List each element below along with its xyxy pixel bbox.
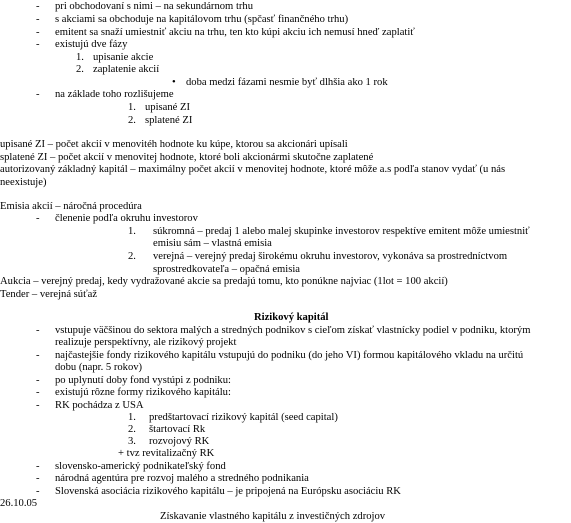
text-line: - bbox=[36, 213, 40, 224]
text-line: splatené ZI – počet akcií v menovitej hodnote, ktoré boli akcionármi skutočne zaplatené bbox=[0, 152, 374, 163]
text-line: verejná – verejný predaj širokému okruhu investorov, vykonáva sa prostredníctvom bbox=[153, 251, 508, 262]
text-line: realizuje perspektívny, ale rizikový projekt bbox=[55, 337, 237, 348]
text-line: 26.10.05 bbox=[0, 498, 38, 509]
text-line: 2. bbox=[76, 64, 84, 75]
text-line: rozvojový RK bbox=[149, 436, 210, 447]
text-line: Získavanie vlastného kapitálu z investičných zdrojov bbox=[160, 511, 386, 522]
text-line: 1. bbox=[128, 412, 136, 423]
text-line: pri obchodovaní s nimi – na sekundárnom trhu bbox=[55, 1, 254, 12]
text-line: upisané ZI bbox=[145, 102, 191, 113]
text-line: 2. bbox=[128, 424, 136, 435]
text-line: na základe toho rozlišujeme bbox=[55, 89, 174, 100]
text-line: - bbox=[36, 400, 40, 411]
text-line: - bbox=[36, 14, 40, 25]
text-line: - bbox=[36, 325, 40, 336]
text-line: členenie podľa okruhu investorov bbox=[55, 213, 198, 224]
text-line: 2. bbox=[128, 251, 136, 262]
text-line: 1. bbox=[128, 226, 136, 237]
text-line: slovensko-americký podnikateľský fond bbox=[55, 461, 226, 472]
text-line: - bbox=[36, 387, 40, 398]
text-line: zaplatenie akcií bbox=[93, 64, 160, 75]
text-line: - bbox=[36, 486, 40, 497]
text-line: neexistuje) bbox=[0, 177, 47, 188]
text-line: Emisia akcií – náročná procedúra bbox=[0, 201, 142, 212]
text-line: vstupuje väčšinou do sektora malých a stredných podnikov s cieľom získať vlastnícky podiel v podniku, ktorým bbox=[55, 325, 531, 336]
text-line: s akciami sa obchoduje na kapitálovom trhu (spčasť finančného trhu) bbox=[55, 14, 349, 25]
text-line: - bbox=[36, 350, 40, 361]
text-line: štartovací Rk bbox=[149, 424, 206, 435]
text-line: upisané ZI – počet akcií v menovitéh hodnote ku kúpe, ktorou sa akcionári upísali bbox=[0, 139, 348, 150]
text-line: Rizikový kapitál bbox=[254, 312, 329, 323]
text-line: - bbox=[36, 89, 40, 100]
text-line: existujú dve fázy bbox=[55, 39, 128, 50]
text-line: - bbox=[36, 39, 40, 50]
text-line: splatené ZI bbox=[145, 115, 193, 126]
text-line: predštartovací rizikový kapitál (seed capital) bbox=[149, 412, 338, 423]
text-line: - bbox=[36, 27, 40, 38]
text-line: súkromná – predaj 1 alebo malej skupinke investorov respektíve emitent môže umiestniť bbox=[153, 226, 530, 237]
text-line: upisanie akcie bbox=[93, 52, 154, 63]
text-line: - bbox=[36, 375, 40, 386]
text-line: dobu (napr. 5 rokov) bbox=[55, 362, 143, 373]
text-line: - bbox=[36, 1, 40, 12]
text-line: Tender – verejná súťaž bbox=[0, 289, 98, 300]
text-line: emitent sa snaží umiestniť akciu na trhu, ten kto kúpi akciu ich nemusí hneď zaplatiť bbox=[55, 27, 415, 38]
text-line: národná agentúra pre rozvoj malého a stredného podnikania bbox=[55, 473, 309, 484]
text-line: autorizovaný základný kapitál – maximálny počet akcií v menovitej hodnote, ktoré môže a.s podľa stanov vydať (u nás bbox=[0, 164, 506, 175]
text-line: Slovenská asociácia rizikového kapitálu – je pripojená na Európsku asociáciu RK bbox=[55, 486, 401, 497]
text-line: sprostredkovateľa – opačná emisia bbox=[153, 264, 300, 275]
text-line: 3. bbox=[128, 436, 136, 447]
text-line: + tvz revitalizačný RK bbox=[118, 448, 215, 459]
text-line: RK pochádza z USA bbox=[55, 400, 144, 411]
text-line: • bbox=[172, 77, 176, 88]
text-line: - bbox=[36, 473, 40, 484]
text-line: emisiu sám – vlastná emisia bbox=[153, 238, 272, 249]
text-line: existujú rôzne formy rizikového kapitálu: bbox=[55, 387, 231, 398]
text-line: 2. bbox=[128, 115, 136, 126]
text-line: Aukcia – verejný predaj, kedy vydražované akcie sa predajú tomu, kto ponúkne najviac (1lot = 100 akcií) bbox=[0, 276, 448, 287]
text-line: - bbox=[36, 461, 40, 472]
text-line: doba medzi fázami nesmie byť dlhšia ako 1 rok bbox=[186, 77, 388, 88]
text-line: po uplynutí doby fond vystúpi z podniku: bbox=[55, 375, 231, 386]
text-line: najčastejšie fondy rizikového kapitálu vstupujú do podniku (do jeho VI) formou kapitálového vkladu na určitú bbox=[55, 350, 524, 361]
text-line: 1. bbox=[128, 102, 136, 113]
text-line: 1. bbox=[76, 52, 84, 63]
